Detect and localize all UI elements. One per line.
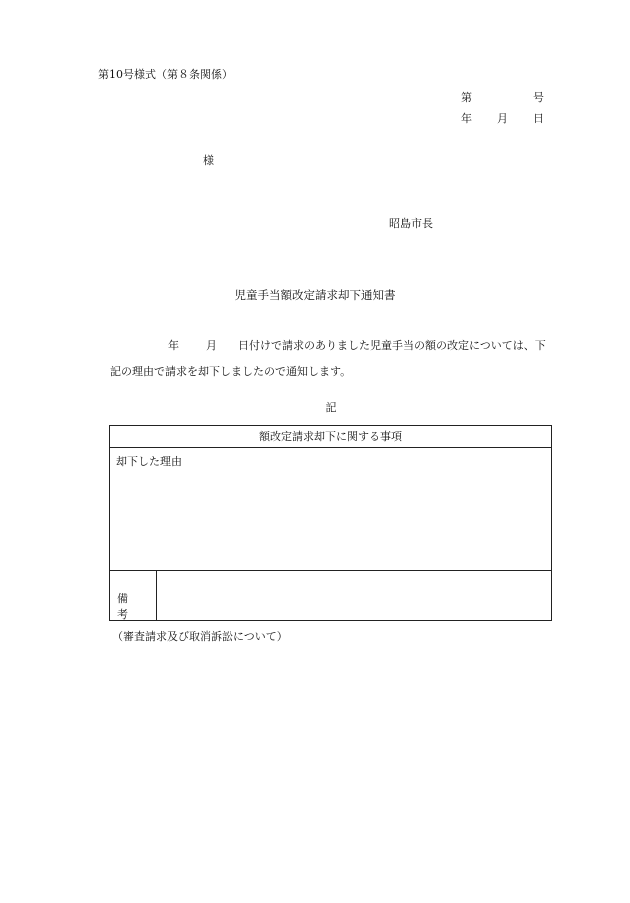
body-line-2: 記の理由で請求を却下しましたので通知します。 (110, 365, 352, 378)
date-month: 月 (497, 112, 508, 125)
date-year: 年 (461, 112, 472, 125)
body-line-1-text: 日付けで請求のありました児童手当の額の改定については、下 (238, 339, 546, 352)
appeal-note: （審査請求及び取消訴訟について） (112, 630, 288, 643)
notice-table (109, 425, 552, 621)
addressee: 様 (203, 154, 214, 167)
remarks-row (110, 571, 551, 621)
table-header: 額改定請求却下に関する事項 (110, 426, 551, 448)
body-year: 年 (168, 339, 179, 352)
ki-heading: 記 (325, 401, 337, 414)
remarks-label-cell (110, 571, 157, 621)
reason-label: 却下した理由 (116, 455, 182, 468)
remarks-value (158, 571, 551, 621)
document-number-suffix: 号 (533, 91, 544, 104)
date-day: 日 (533, 112, 544, 125)
document-number-prefix: 第 (461, 91, 472, 104)
remarks-label: 備考 (117, 592, 140, 621)
document-title: 児童手当額改定請求却下通知書 (234, 288, 396, 302)
form-number: 第10号様式（第８条関係） (98, 68, 233, 81)
reason-cell (110, 448, 551, 571)
body-month: 月 (206, 339, 217, 352)
issuer: 昭島市長 (389, 217, 433, 230)
